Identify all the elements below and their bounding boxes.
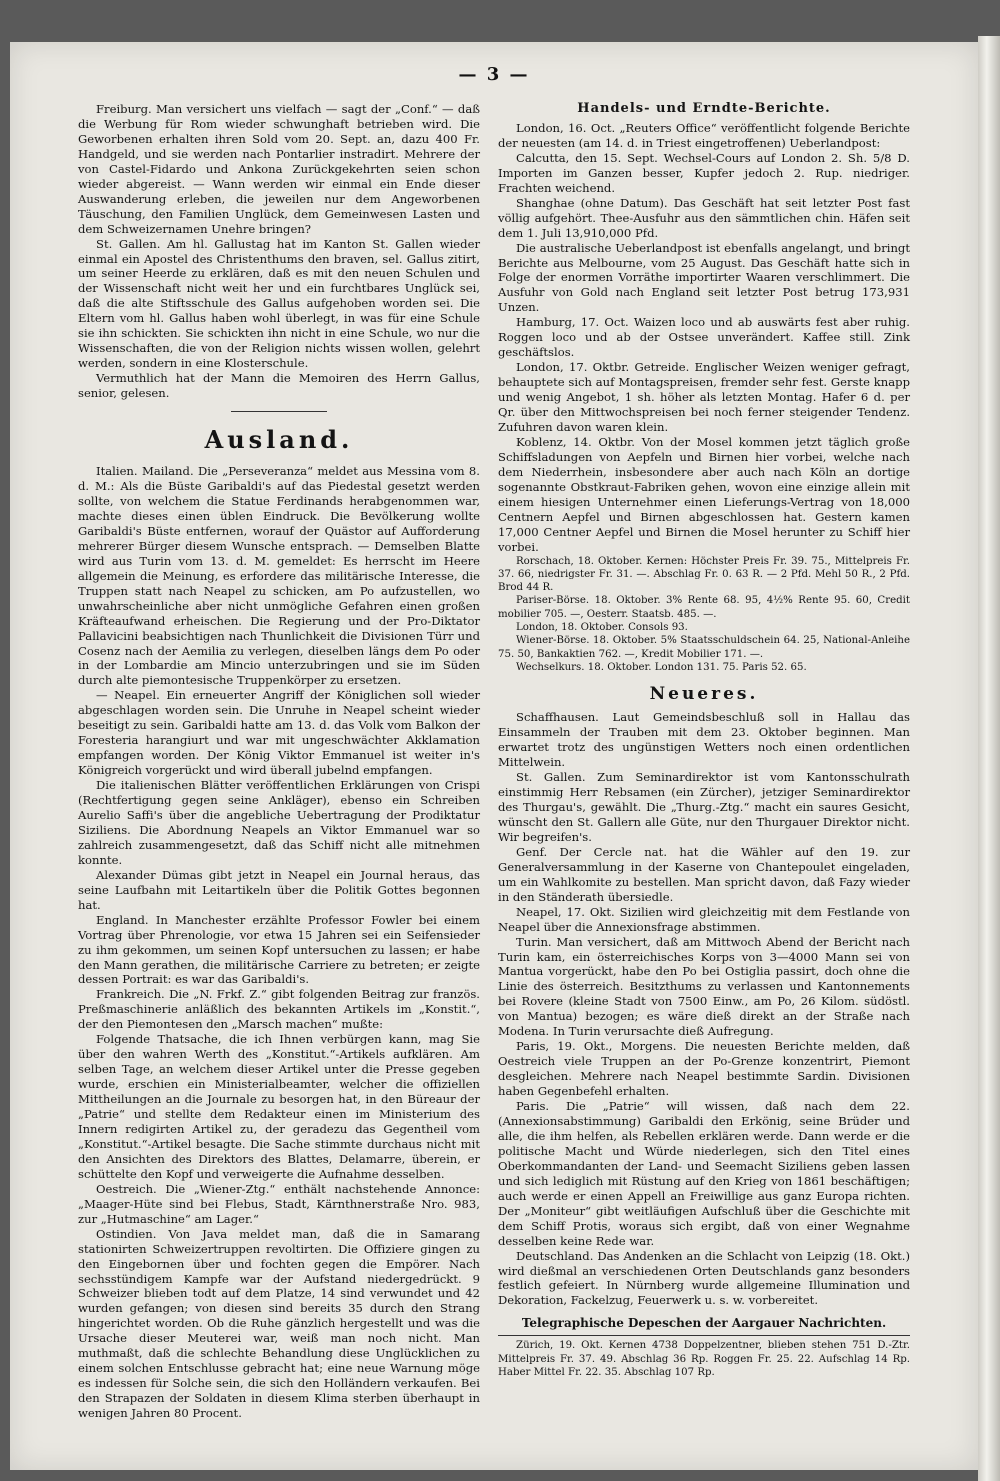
neueres-heading: Neueres. [649, 684, 759, 705]
news-genf: Genf. Der Cercle nat. hat die Wähler auf den 19. zur Generalversammlung in der Kaserne von Chantepoulet eingeladen, um ein Wahlkomite zu bestellen. Man spricht davon, daß Fazy wieder in den Ständerath übersiedle. [498, 844, 910, 904]
report-shanghae: Shanghae (ohne Datum). Das Geschäft hat seit letzter Post fast völlig aufgehört. Thee-Ausfuhr aus den sämmtlichen chin. Häfen seit dem 1. Juli 13,910,000 Pfd. [498, 195, 910, 240]
market-rorschach: Rorschach, 18. Oktober. Kernen: Höchster Preis Fr. 39. 75., Mittelpreis Fr. 37. 66, niedrigster Fr. 31. —. Abschlag Fr. 0. 63 R. — 2 Pfd. Mehl 50 R., 2 Pfd. Brod 44 R. [498, 555, 910, 594]
news-turin: Turin. Man versichert, daß am Mittwoch Abend der Bericht nach Turin kam, ein österreichisches Korps von 3—4000 Mann sei von Mantua vorgerückt, habe den Po bei Ostiglia passirt, doch ohne die Linie des österreich. Besitzthums zu verlassen und Kantonnements bei Rovere (kleine Stadt von 7500 Einw., am Po, 26 Kilom. südöstl. von Mantua) bezogen; es wäre dieß direkt an der Straße nach Modena. In Turin verursachte dieß Aufregung. [498, 934, 910, 1039]
report-hamburg: Hamburg, 17. Oct. Waizen loco und ab auswärts fest aber ruhig. Roggen loco und ab der Ostsee unverändert. Kaffee still. Zink geschäftslos. [498, 315, 910, 360]
market-wiener-boerse: Wiener-Börse. 18. Oktober. 5% Staatsschuldschein 64. 25, National-Anleihe 75. 50, Bankaktien 762. —, Kredit Mobilier 171. —. [498, 635, 910, 660]
news-st-gallen: St. Gallen. Zum Seminardirektor ist vom Kantonsschulrath einstimmig Herr Rebsamen (ein Zürcher), jetziger Seminardirektor des Thurgau's, gewählt. Die „Thurg.-Ztg.“ macht ein saures Gesicht, wünscht den St. Gallern alle Güte, nur den Thurgauer Direktor nicht. Wir begreifen's. [498, 770, 910, 844]
report-london-16: London, 16. Oct. „Reuters Office“ veröffentlicht folgende Berichte der neuesten (am 14. d. in Triest eingetroffenen) Ueberlandpost: [498, 120, 910, 150]
market-pariser-boerse: Pariser-Börse. 18. Oktober. 3% Rente 68. 95, 4½% Rente 95. 60, Credit mobilier 705. —, Oesterr. Staatsb. 485. —. [498, 595, 910, 620]
article-oestreich: Oestreich. Die „Wiener-Ztg.“ enthält nachstehende Annonce: „Maager-Hüte sind bei Flebus, Stadt, Kärnthnerstraße Nro. 983, zur „Hutmaschine“ am Lager.“ [78, 1181, 480, 1226]
right-column [498, 102, 910, 1379]
news-neapel: Neapel, 17. Okt. Sizilien wird gleichzeitig mit dem Festlande von Neapel über die Annexionsfrage abstimmen. [498, 904, 910, 934]
report-koblenz: Koblenz, 14. Oktbr. Von der Mosel kommen jetzt täglich große Schiffsladungen von Aepfeln und Birnen hier vorbei, welche nach dem Niederrhein, insbesondere aber auch nach Köln an dortige sogenannte Obstkraut-Fabriken gehen, wovon eine einzige allein mit einem hiesigen Unternehmer einen Lieferungs-Vertrag von 18,000 Centnern Aepfel und Birnen abgeschlossen hat. Gestern kamen 17,000 Centner Aepfel und Birnen die Mosel herunter zu Schiff hier vorbei. [498, 434, 910, 554]
left-column [78, 102, 480, 1421]
article-freiburg: Freiburg. Man versichert uns vielfach — sagt der „Conf.“ — daß die Werbung für Rom wieder schwunghaft betrieben wird. Die Geworbenen erhalten ihren Sold vom 20. Sept. an, dazu 400 Fr. Handgeld, und sie werden nach Pontarlier instradirt. Mehrere der von Castel-Fidardo und Ankona Zurückgekehrten seien schon wieder abgereist. — Wann werden wir einmal ein Ende dieser Auswanderung erleben, die jeweilen nur dem Angeworbenen Täuschung, den Familien Unglück, dem Gemeinwesen Lasten und dem Schweizernamen Unehre bringen? [78, 102, 480, 236]
market-wechselkurs: Wechselkurs. 18. Oktober. London 131. 75. Paris 52. 65. [516, 661, 807, 673]
article-frankreich: Frankreich. Die „N. Frkf. Z.“ gibt folgenden Beitrag zur französ. Preßmaschinerie anläßlich des bekannten Artikels im „Konstit.“, der den Piemontesen den „Marsch machen“ mußte: [78, 987, 480, 1032]
section-divider [231, 411, 327, 412]
handels-heading: Handels- und Erndte-Berichte. [577, 101, 831, 116]
article-italien: Italien. Mailand. Die „Perseveranza“ meldet aus Messina vom 8. d. M.: Als die Büste Garibaldi's auf das Piedestal gesetzt werden sollte, von welchem die Statue Ferdinands herabgenommen war, machte dieses einen üblen Eindruck. Die Bevölkerung wollte Garibaldi's Büste entfernen, worauf der Quästor auf Aufforderung mehrerer Bürger diesem Wunsche entsprach. — Demselben Blatte wird aus Turin vom 13. d. M. gemeldet: Es herrscht im Heere allgemein die Meinung, es erfordere das militärische Interesse, die Truppen statt nach Neapel zu schicken, am Po aufzustellen, wo unwahrscheinliche aber nicht unmögliche Gefahren einen großen Kräfteaufwand erheischen. Die Regierung und der Pro-Diktator Pallavicini beabsichtigen nach Thunlichkeit die Divisionen Türr und Cosenz nach der Aemilia zu verlegen, dieselben längs dem Po oder in der Lombardie am Mincio unterzubringen und sie im Süden durch alte piemontesische Truppenkörper zu ersetzen. [78, 464, 480, 688]
news-schaffhausen: Schaffhausen. Laut Gemeindsbeschluß soll in Hallau das Einsammeln der Trauben mit dem 23. Oktober beginnen. Man erwartet trotz des ungünstigen Wetters noch einen ordentlichen Mittelwein. [498, 710, 910, 770]
news-paris-patrie: Paris. Die „Patrie“ will wissen, daß nach dem 22. (Annexionsabstimmung) Garibaldi den Erkönig, seine Brüder und alle, die ihm helfen, als Rebellen erklären werde. Dann werde er die politische Macht und Würde niederlegen, sich den Titel eines Oberkommandanten der Land- und Seemacht Siziliens geben lassen und sich lediglich mit Rüstung auf den Krieg von 1861 beschäftigen; auch werde er einen Appell an Freiwillige aus ganz Europa richten. Der „Moniteur“ gibt weitläufigen Aufschluß über die Geschichte mit dem Schiff Protis, woraus sich ergibt, daß von einer Wegnahme desselben keine Rede war. [498, 1099, 910, 1248]
article-vermuthlich: Vermuthlich hat der Mann die Memoiren des Herrn Gallus, senior, gelesen. [78, 371, 480, 401]
page-edge [978, 36, 1000, 1481]
telegraph-zuerich: Zürich, 19. Okt. Kernen 4738 Doppelzentner, blieben stehen 751 D.-Ztr. Mittelpreis Fr. 37. 49. Abschlag 36 Rp. Roggen Fr. 25. 22. Aufschlag 14 Rp. Haber Mittel Fr. 22. 35. Abschlag 107 Rp. [498, 1340, 910, 1378]
telegraph-heading: Telegraphische Depeschen der Aargauer Nachrichten. [521, 1316, 887, 1331]
article-england: England. In Manchester erzählte Professor Fowler bei einem Vortrag über Phrenologie, vor etwa 15 Jahren sei ein Seifensieder zu ihm gekommen, um seinen Kopf untersuchen zu lassen; er habe den Mann gerathen, die militärische Carriere zu betreten; er zeigte dessen Portrait: es war das Garibaldi's. [78, 912, 480, 987]
news-deutschland: Deutschland. Das Andenken an die Schlacht von Leipzig (18. Okt.) wird dießmal an verschiedenen Orten Deutschlands ganz besonders festlich gefeiert. In Nürnberg wurde allgemeine Illumination und Dekoration, Fackelzug, Feuerwerk u. s. w. vorbereitet. [498, 1248, 910, 1308]
report-london-17: London, 17. Oktbr. Getreide. Englischer Weizen weniger gefragt, behauptete sich auf Montagspreisen, fremder sehr fest. Gerste knapp und wenig Angebot, 1 sh. höher als letzten Montag. Hafer 6 d. per Qr. über den Mittwochspreisen bei noch ferner steigender Tendenz. Zufuhren davon waren klein. [498, 360, 910, 435]
telegraph-rule [498, 1335, 910, 1336]
market-london-consols: London, 18. Oktober. Consols 93. [516, 622, 688, 634]
page-number: — 3 — [458, 64, 530, 85]
article-neapel: — Neapel. Ein erneuerter Angriff der Königlichen soll wieder abgeschlagen worden sein. Die Unruhe in Neapel scheint wieder beseitigt zu sein. Garibaldi hatte am 13. d. das Volk vom Balkon der Foresteria harangiurt und war mit ungeschwächter Akklamation empfangen worden. Der König Viktor Emmanuel ist weiter in's Königreich vorgerückt und wird überall jubelnd empfangen. [78, 688, 480, 778]
article-italienische-blaetter: Die italienischen Blätter veröffentlichen Erklärungen von Crispi (Rechtfertigung gegen seine Ankläger), ebenso ein Schreiben Aurelio Saffi's über die angebliche Uebertragung der Prodiktatur Siziliens. Die Abordnung Neapels an Viktor Emmanuel war so zahlreich zusammengesetzt, daß das Schiff nicht alle mitnehmen konnte. [78, 778, 480, 867]
ausland-heading: Ausland. [204, 425, 354, 455]
newspaper-page [10, 42, 978, 1470]
report-calcutta: Calcutta, den 15. Sept. Wechsel-Cours auf London 2. Sh. 5/8 D. Importen im Ganzen besser, Kupfer jedoch 2. Rup. niedriger. Frachten weichend. [498, 150, 910, 195]
article-thatsache: Folgende Thatsache, die ich Ihnen verbürgen kann, mag Sie über den wahren Werth des „Konstitut.“-Artikels aufklären. Am selben Tage, an welchem dieser Artikel unter die Presse gegeben wurde, erschien ein Ministerialbeamter, welcher die offiziellen Mittheilungen an die Journale zu besorgen hat, in den Büreaur der „Patrie“ und stellte dem Redakteur einen im Ministerium des Innern redigirten Artikel zu, der geradezu das Gegentheil vom „Konstitut.“-Artikel besagte. Die Sache stimmte durchaus nicht mit den Ansichten des Direktors des Blattes, Delamarre, überein, er schüttelte den Kopf und verweigerte die Aufnahme desselben. [78, 1032, 480, 1181]
article-dumas: Alexander Dümas gibt jetzt in Neapel ein Journal heraus, das seine Laufbahn mit Leitartikeln über die Politik Gottes begonnen hat. [78, 867, 480, 912]
article-st-gallen: St. Gallen. Am hl. Gallustag hat im Kanton St. Gallen wieder einmal ein Apostel des Christenthums den braven, sel. Gallus zitirt, um seiner Heerde zu erklären, daß es mit den neuen Schulen und der Wissenschaft nicht weit her und ein furchtbares Unglück sei, daß die alte Stiftsschule des Gallus aufgehoben worden sei. Die Eltern vom hl. Gallus haben wohl überlegt, in was für eine Schule sie ihn schickten. Sie schickten ihn nicht in eine Schule, wo nur die Wissenschaften, die von der Religion nichts wissen wollen, gelehrt werden, sondern in eine Klosterschule. [78, 236, 480, 371]
article-ostindien: Ostindien. Von Java meldet man, daß die in Samarang stationirten Schweizertruppen revoltirten. Die Offiziere gingen zu den Eingebornen über und fochten gegen die Empörer. Nach sechsstündigem Kampfe war der Aufstand niedergedrückt. 9 Schweizer blieben todt auf dem Platze, 14 sind verwundet und 42 wurden gefangen; von diesen sind bereits 35 durch den Strang hingerichtet worden. Ob die Ruhe gänzlich hergestellt und was die Ursache dieser Meuterei war, weiß man noch nicht. Man muthmaßt, daß die schlechte Behandlung diese Unglücklichen zu einem solchen Entschlusse gebracht hat; eine neue Warnung möge es indessen für Solche sein, die sich den Holländern verkaufen. Bei den Strapazen der Soldaten in diesem Klima sterben überhaupt in wenigen Jahren 80 Procent. [78, 1226, 480, 1421]
report-australische: Die australische Ueberlandpost ist ebenfalls angelangt, und bringt Berichte aus Melbourne, vom 25 August. Das Geschäft hatte sich in Folge der enormen Vorräthe importirter Waaren verschlimmert. Die Ausfuhr von Gold nach England seit letzter Post betrug 173,931 Unzen. [498, 240, 910, 315]
news-paris-morgens: Paris, 19. Okt., Morgens. Die neuesten Berichte melden, daß Oestreich viele Truppen an der Po-Grenze konzentrirt, Piemont desgleichen. Mehrere nach Neapel bestimmte Sardin. Divisionen haben Gegenbefehl erhalten. [498, 1039, 910, 1099]
